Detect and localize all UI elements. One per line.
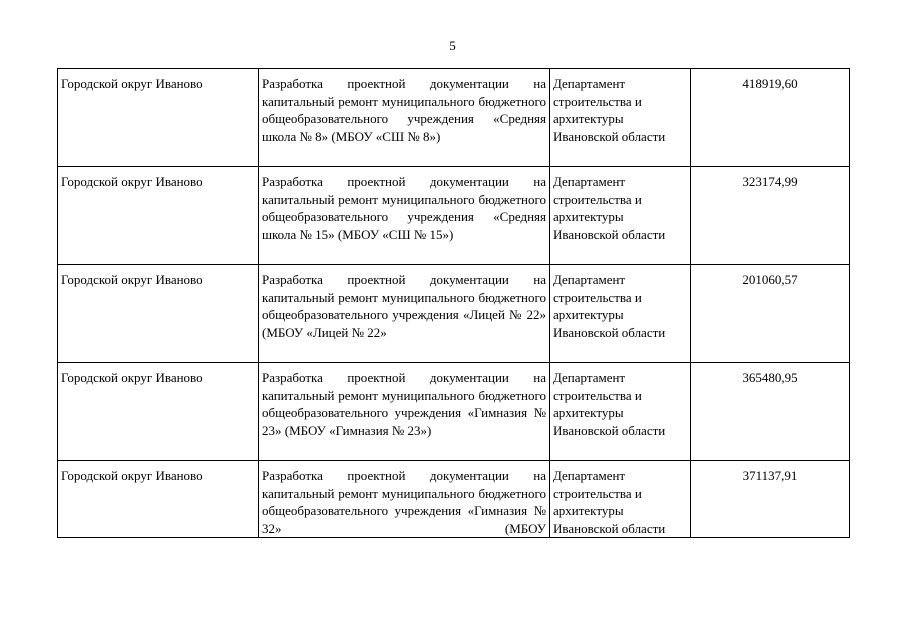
amount-cell: 371137,91	[691, 461, 850, 538]
region-cell: Городской округ Иваново	[58, 363, 259, 461]
work-description-cell	[259, 461, 550, 538]
table-row	[58, 69, 850, 167]
work-description-cell: Разработка проектной документации на капитальный ремонт муниципального бюджетного общеобразовательного учреждения «Гимназия № 23» (МБОУ «Гимназия № 23»)	[259, 363, 550, 461]
amount-cell: 201060,57	[691, 265, 850, 363]
amount-cell: 418919,60	[691, 69, 850, 167]
region-cell: Городской округ Иваново	[58, 265, 259, 363]
department-cell: Департамент строительства и архитектуры Ивановской области	[550, 363, 691, 461]
region-cell: Городской округ Иваново	[58, 69, 259, 167]
region-cell: Городской округ Иваново	[58, 167, 259, 265]
page-number: 5	[449, 38, 456, 53]
data-table	[57, 68, 850, 538]
department-cell: Департамент строительства и архитектуры Ивановской области	[550, 69, 691, 167]
work-description-cell: Разработка проектной документации на капитальный ремонт муниципального бюджетного общеобразовательного учреждения «Средняя школа № 8» (МБОУ «СШ № 8»)	[259, 69, 550, 167]
region-cell: Городской округ Иваново	[58, 461, 259, 538]
table-row	[58, 265, 850, 363]
department-cell: Департамент строительства и архитектуры Ивановской области	[550, 265, 691, 363]
department-cell: Департамент строительства и архитектуры Ивановской области	[550, 461, 691, 538]
work-description-text: Разработка проектной документации на капитальный ремонт муниципального бюджетного общеобразовательного учреждения «Гимназия № 32» (МБОУ	[262, 468, 546, 536]
work-description-cell: Разработка проектной документации на капитальный ремонт муниципального бюджетного общеобразовательного учреждения «Средняя школа № 15» (МБОУ «СШ № 15»)	[259, 167, 550, 265]
table-row	[58, 167, 850, 265]
department-cell: Департамент строительства и архитектуры Ивановской области	[550, 167, 691, 265]
amount-cell: 323174,99	[691, 167, 850, 265]
work-description-cell: Разработка проектной документации на капитальный ремонт муниципального бюджетного общеобразовательного учреждения «Лицей № 22» (МБОУ «Лицей № 22»	[259, 265, 550, 363]
table-row	[58, 461, 850, 538]
table-row	[58, 363, 850, 461]
amount-cell: 365480,95	[691, 363, 850, 461]
